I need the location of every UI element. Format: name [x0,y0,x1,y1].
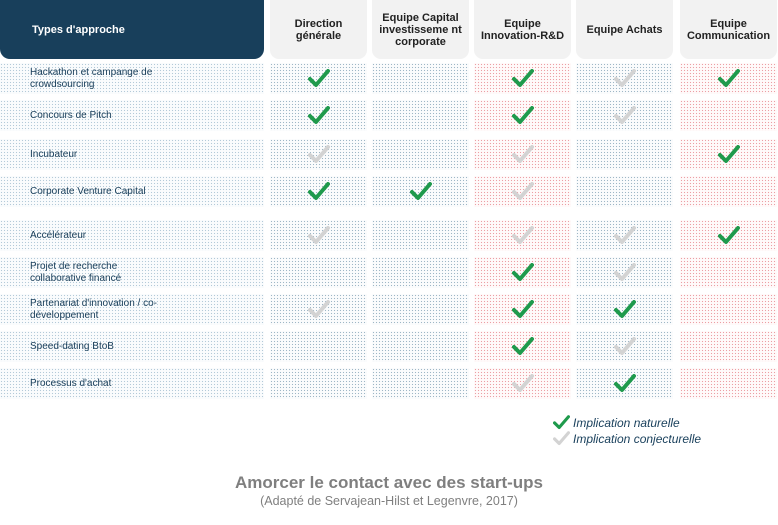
check-natural-icon [512,337,534,356]
check-natural-icon [553,415,570,430]
matrix-cell [576,100,673,131]
matrix-cell [680,294,777,325]
check-conjectural-icon [308,145,330,164]
matrix-cell [680,100,777,131]
row-label: Speed-dating BtoB [0,331,264,362]
legend-natural [553,415,680,430]
matrix-cell [576,220,673,251]
matrix-cell [474,220,571,251]
matrix-cell [474,100,571,131]
legend-conjectural-label: Implication conjecturelle [573,431,702,446]
check-natural-icon [614,374,636,393]
matrix-cell [372,294,469,325]
check-natural-icon [512,300,534,319]
matrix-cell [474,63,571,94]
figure-title: Amorcer le contact avec des start-ups [234,473,543,492]
matrix-cell [680,257,777,288]
check-conjectural-icon [614,226,636,245]
legend-conjectural [553,431,701,446]
header-col-1: Direction générale [270,0,367,59]
row-label: Accélérateur [0,220,264,251]
matrix-cell [576,257,673,288]
matrix-cell [576,368,673,399]
matrix-cell [474,368,571,399]
matrix-cell [270,368,367,399]
row-label: Projet de recherche collaborative financé [0,257,264,288]
check-natural-icon [308,106,330,125]
matrix-cell [680,331,777,362]
matrix-cell [576,139,673,170]
matrix-cell [576,294,673,325]
check-natural-icon [614,300,636,319]
matrix-cell [372,176,469,207]
matrix-cell [474,257,571,288]
matrix-cell [372,257,469,288]
header-col-4: Equipe Achats [576,0,673,59]
row-label: Corporate Venture Capital [0,176,264,207]
matrix-cell [270,63,367,94]
matrix-cell [270,294,367,325]
header-col-5: Equipe Communication [680,0,777,59]
matrix-cell [576,63,673,94]
check-natural-icon [718,69,740,88]
figure-subtitle: (Adapté de Servajean-Hilst et Legenvre, 2017) [260,494,518,508]
check-conjectural-icon [512,374,534,393]
check-natural-icon [512,263,534,282]
check-conjectural-icon [614,337,636,356]
row-label: Processus d'achat [0,368,264,399]
check-conjectural-icon [614,263,636,282]
legend-natural-label: Implication naturelle [573,415,680,430]
check-conjectural-icon [512,182,534,201]
matrix-cell [372,368,469,399]
header-col-2: Equipe Capital investisseme nt corporate [372,0,469,59]
header-approach-types: Types d'approche [0,0,264,59]
row-label: Hackathon et campange de crowdsourcing [0,63,264,94]
check-conjectural-icon [308,300,330,319]
check-natural-icon [308,182,330,201]
matrix-cell [372,100,469,131]
matrix-cell [474,331,571,362]
matrix-cell [576,331,673,362]
check-conjectural-icon [614,69,636,88]
header-col-3: Equipe Innovation-R&D [474,0,571,59]
check-natural-icon [308,69,330,88]
matrix-cell [474,294,571,325]
check-natural-icon [718,226,740,245]
matrix-cell [680,63,777,94]
row-label: Incubateur [0,139,264,170]
matrix-cell [680,176,777,207]
matrix-cell [680,220,777,251]
check-conjectural-icon [553,431,570,446]
matrix-cell [680,139,777,170]
check-natural-icon [410,182,432,201]
check-conjectural-icon [614,106,636,125]
check-natural-icon [512,106,534,125]
matrix-cell [372,63,469,94]
matrix-cell [270,331,367,362]
check-natural-icon [512,69,534,88]
matrix-cell [680,368,777,399]
check-conjectural-icon [512,145,534,164]
matrix-cell [270,176,367,207]
check-conjectural-icon [308,226,330,245]
row-label: Partenariat d'innovation / co-développement [0,294,264,325]
row-label: Concours de Pitch [0,100,264,131]
matrix-cell [576,176,673,207]
matrix-cell [270,220,367,251]
matrix-cell [270,139,367,170]
matrix-cell [474,139,571,170]
check-conjectural-icon [512,226,534,245]
matrix-cell [270,257,367,288]
matrix-cell [372,139,469,170]
matrix-cell [372,331,469,362]
matrix-cell [372,220,469,251]
matrix-cell [270,100,367,131]
matrix-cell [474,176,571,207]
check-natural-icon [718,145,740,164]
